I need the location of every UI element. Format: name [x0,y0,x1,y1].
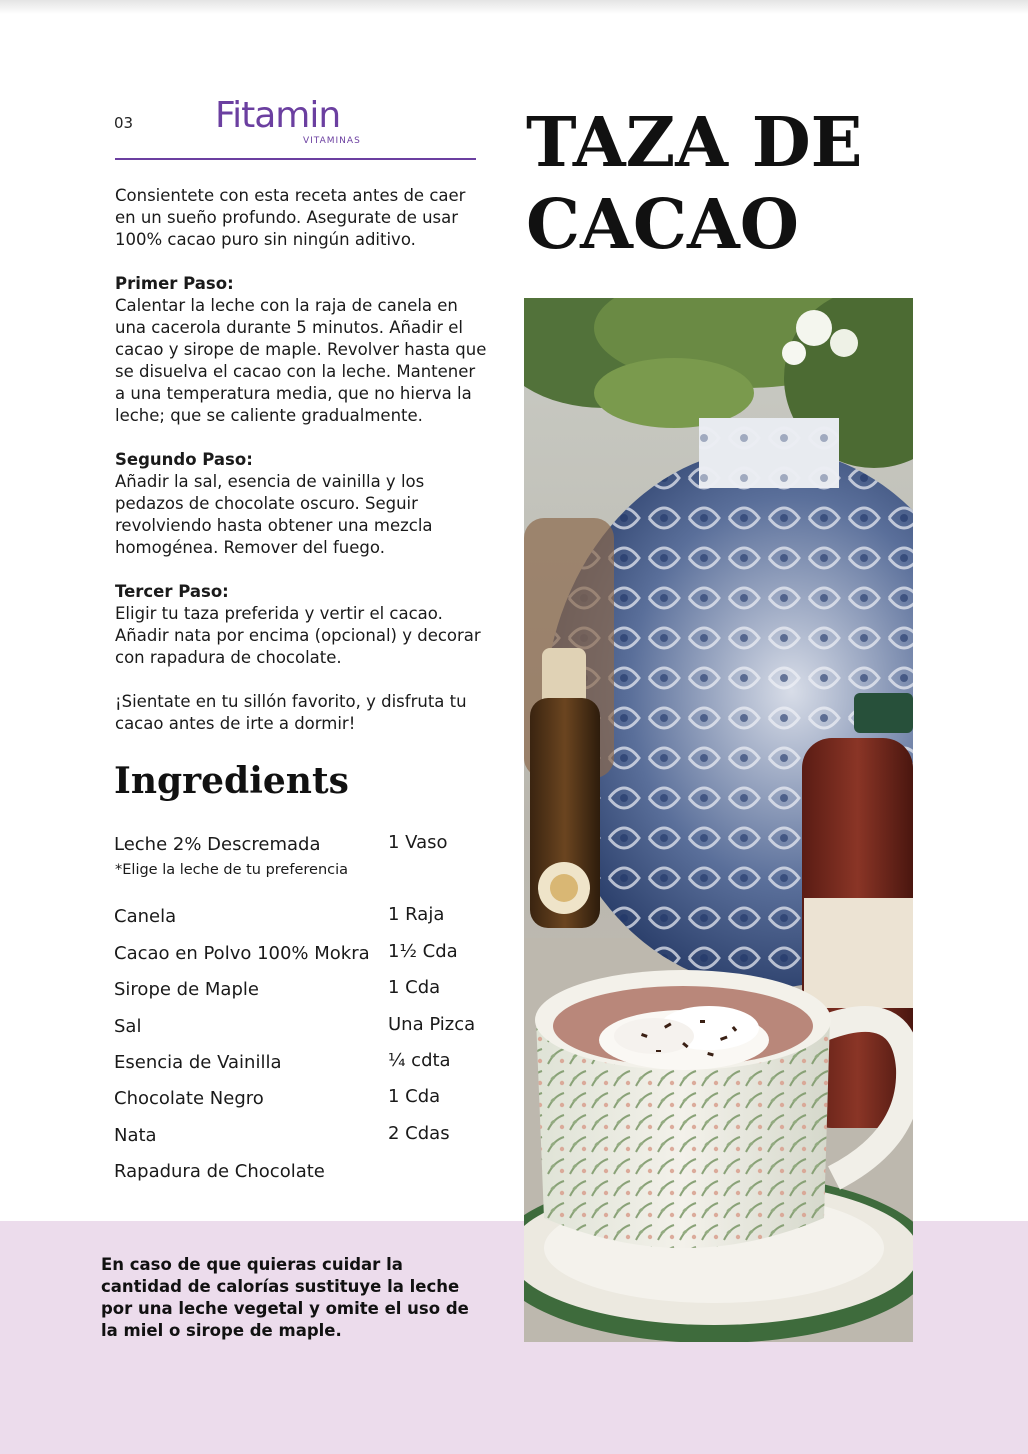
ingredient-qty: 1 Vaso [388,832,448,853]
ingredient-name: Leche 2% Descremada [114,834,321,855]
step-3 [115,581,490,669]
step-2-title: Segundo Paso: [115,450,253,469]
logo-wordmark: Fitamin [215,95,341,136]
ingredient-name: Canela [114,906,177,927]
ingredient-qty: Una Pizca [388,1014,476,1035]
ingredient-qty: ¼ cdta [388,1050,451,1071]
step-1-text: Calentar la leche con la raja de canela en una cacerola durante 5 minutos. Añadir el cacao y sirope de maple. Revolver hasta que se disuelva el cacao con la leche. Mantener a una temperatura media, que no hierva la leche; que se caliente gradualmente. [115,296,487,425]
ingredient-qty: 1½ Cda [388,941,458,962]
step-1 [115,273,490,427]
recipe-instructions [115,185,490,757]
page-number: 03 [114,114,134,132]
ingredient-note: *Elige la leche de tu preferencia [115,862,349,878]
logo-subtitle: VITAMINAS [303,136,361,146]
header-divider [115,158,476,160]
ingredient-name: Chocolate Negro [114,1088,264,1109]
ingredient-name: Esencia de Vainilla [114,1052,282,1073]
ingredient-qty: 2 Cdas [388,1123,450,1144]
step-1-title: Primer Paso: [115,274,234,293]
ingredient-name: Sirope de Maple [114,979,259,1000]
title-line-1: TAZA DE [526,103,863,183]
step-2 [115,449,490,559]
step-3-text: Eligir tu taza preferida y vertir el cacao. Añadir nata por encima (opcional) y decorar con rapadura de chocolate. [115,604,481,667]
ingredient-name: Rapadura de Chocolate [114,1161,325,1182]
ingredient-name: Sal [114,1016,142,1037]
recipe-title [526,102,946,266]
ingredient-qty: 1 Cda [388,977,441,998]
ingredient-qty: 1 Cda [388,1086,441,1107]
ingredient-qty: 1 Raja [388,904,445,925]
title-line-2: CACAO [526,185,799,265]
photo-illustration [524,298,913,1342]
tip-text: En caso de que quieras cuidar la cantidad de calorías sustituye la leche por una leche vegetal y omite el uso de la miel o sirope de maple. [101,1255,469,1340]
top-shadow [0,0,1028,14]
fitamin-logo [215,96,365,152]
cocoa-cup-photo [524,298,913,1342]
step-3-title: Tercer Paso: [115,582,229,601]
ingredient-name: Cacao en Polvo 100% Mokra [114,943,370,964]
closing-paragraph: ¡Sientate en tu sillón favorito, y disfruta tu cacao antes de irte a dormir! [115,692,467,733]
step-2-text: Añadir la sal, esencia de vainilla y los pedazos de chocolate oscuro. Seguir revolviendo hasta obtener una mezcla homogénea. Remover del fuego. [115,472,433,557]
intro-paragraph: Consientete con esta receta antes de caer en un sueño profundo. Asegurate de usar 100% cacao puro sin ningún aditivo. [115,186,466,249]
ingredient-name: Nata [114,1125,157,1146]
ingredients-heading: Ingredients [114,760,349,802]
